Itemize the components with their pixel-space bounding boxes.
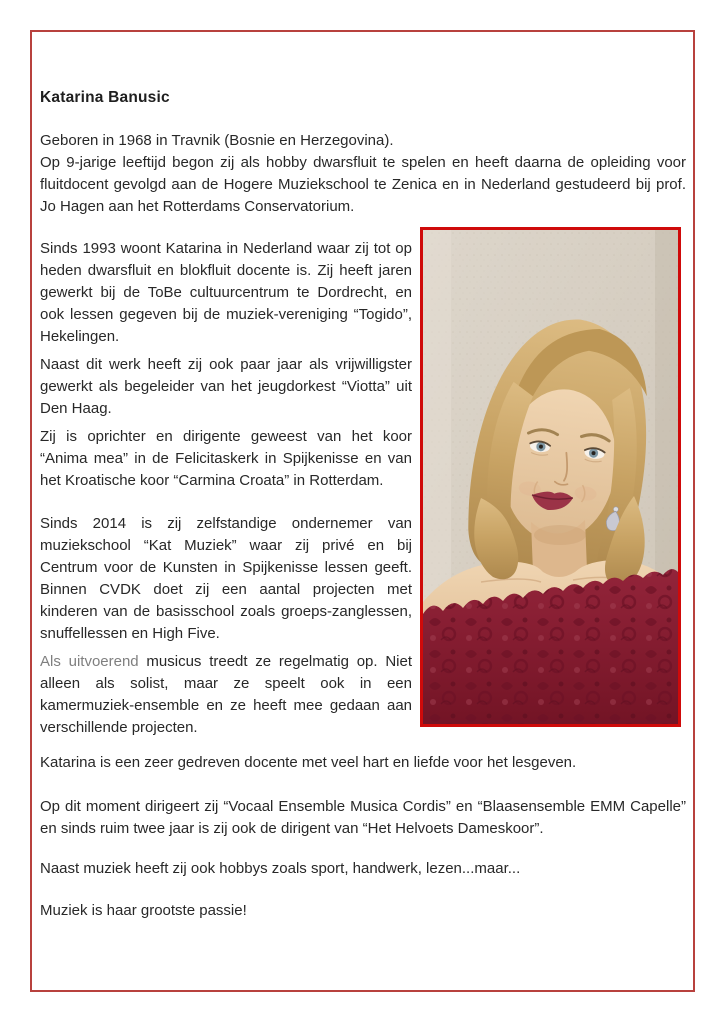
paragraph-choir-founder: Zij is oprichter en dirigente geweest van het koor “Anima mea” in de Felicitaskerk in Spijkenisse en van het Kroatische koor “Carmina Croata” in Rotterdam. xyxy=(40,428,412,489)
paragraph-volunteer-work: Naast dit werk heeft zij ook paar jaar als vrijwilligster gewerkt als begeleider van het jeugdorkest “Viotta” uit Den Haag. xyxy=(40,356,412,417)
paragraph-passion: Muziek is haar grootste passie! xyxy=(40,902,247,919)
document-content xyxy=(32,32,693,922)
paragraph-intro xyxy=(40,130,686,218)
text-photo-row xyxy=(40,227,686,745)
gray-text-fragment: Als uitvoerend xyxy=(40,653,139,670)
page-title: Katarina Banusic xyxy=(40,89,170,106)
paragraph-current-conducting: Op dit moment dirigeert zij “Vocaal Ensemble Musica Cordis” en “Blaasensemble EMM Capelle” en sinds ruim twee jaar is zij ook de dirigent van “Het Helvoets Dameskoor”. xyxy=(40,798,686,837)
paragraph-hobbies: Naast muziek heeft zij ook hobbys zoals sport, handwerk, lezen...maar... xyxy=(40,860,521,877)
performing-text-rest: musicus treedt ze regelmatig op. Niet alleen als solist, maar ze speelt ook in een kamermuziek-ensemble en ze heeft mee gedaan aan verschillende projecten. xyxy=(40,653,412,736)
paragraph-since-1993: Sinds 1993 woont Katarina in Nederland waar zij tot op heden dwarsfluit en blokfluit docente is. Zij heeft jaren gewerkt bij de ToBe cultuurcentrum te Dordrecht, en ook lessen gegeven bij de muziek-vereniging “Togido”, Hekelingen. xyxy=(40,240,412,345)
portrait-photo xyxy=(420,227,681,727)
portrait-photo-illustration xyxy=(423,230,678,724)
left-text-column xyxy=(40,238,412,745)
paragraph-since-2014: Sinds 2014 is zij zelfstandige ondernemer van muziekschool “Kat Muziek” waar zij privé en bij Centrum voor de Kunsten in Spijkenisse lessen geeft. Binnen CVDK doet zij een aantal projecten met kinderen van de basisschool zoals groeps-zanglessen, snuffellessen en High Five. xyxy=(40,515,412,642)
intro-line-2: Op 9-jarige leeftijd begon zij als hobby dwarsfluit te spelen en heeft daarna de opleiding voor fluitdocent gevolgd aan de Hogere Muziekschool te Zenica en in Nederland gestudeerd bij prof. Jo Hagen aan het Rotterdams Conservatorium. xyxy=(40,154,686,215)
page-border-frame xyxy=(30,30,695,992)
intro-line-1: Geboren in 1968 in Travnik (Bosnie en Herzegovina). xyxy=(40,132,394,149)
paragraph-dedicated-teacher: Katarina is een zeer gedreven docente met veel hart en liefde voor het lesgeven. xyxy=(40,754,577,771)
paragraph-performing-musician xyxy=(40,651,412,739)
